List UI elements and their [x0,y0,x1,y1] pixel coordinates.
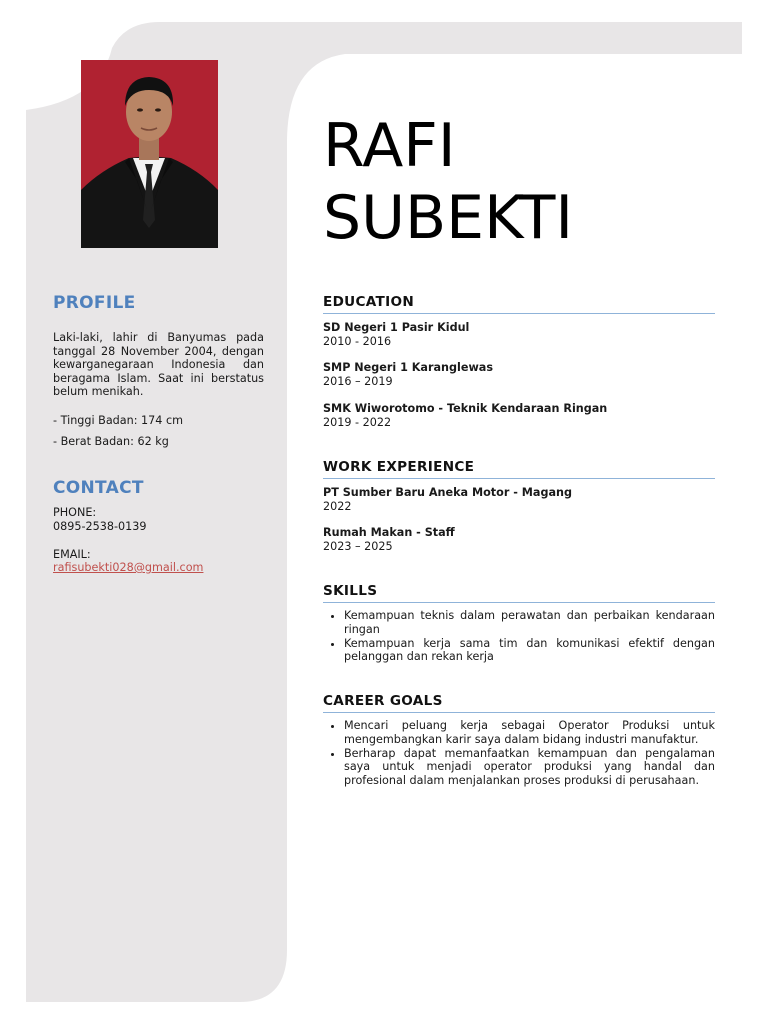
work-years: 2023 – 2025 [323,539,393,553]
phone-value: 0895-2538-0139 [53,520,147,533]
list-item: • Kemampuan kerja sama tim dan komunikasi efektif dengan pelanggan dan rekan kerja [344,637,715,665]
first-name: RAFI [323,111,456,181]
profile-heading: PROFILE [53,293,136,313]
career-heading: CAREER GOALS [323,693,715,713]
profile-photo [81,60,218,248]
education-years: 2019 - 2022 [323,415,392,429]
profile-text: Laki-laki, lahir di Banyumas pada tanggal 28 November 2004, dengan kewarganegaraan Indonesia dan beragama Islam. Saat ini berstatus belum menikah. [53,331,264,399]
portrait-icon [81,60,218,248]
candidate-name [323,110,573,254]
profile-height: - Tinggi Badan: 174 cm [53,414,184,427]
education-school: SD Negeri 1 Pasir Kidul [323,321,470,334]
education-item [323,321,715,349]
education-heading: EDUCATION [323,294,715,314]
profile-weight: - Berat Badan: 62 kg [53,435,169,448]
work-title: PT Sumber Baru Aneka Motor - Magang [323,486,572,499]
education-school: SMK Wiworotomo - Teknik Kendaraan Ringan [323,402,608,415]
email-link[interactable]: rafisubekti028@gmail.com [53,561,204,574]
skills-heading: SKILLS [323,583,715,603]
education-school: SMP Negeri 1 Karanglewas [323,361,493,374]
list-item: • Mencari peluang kerja sebagai Operator Produksi untuk mengembangkan karir saya dalam bidang industri manufaktur. [344,719,715,747]
career-list [323,719,715,788]
last-name: SUBEKTI [323,183,574,253]
work-title: Rumah Makan - Staff [323,526,455,539]
email-label: EMAIL: [53,548,91,561]
education-item [323,361,715,389]
education-years: 2016 – 2019 [323,374,393,388]
list-item: • Kemampuan teknis dalam perawatan dan perbaikan kendaraan ringan [344,609,715,637]
work-item [323,526,715,554]
education-years: 2010 - 2016 [323,334,392,348]
work-years: 2022 [323,499,352,513]
contact-heading: CONTACT [53,478,144,498]
phone-label: PHONE: [53,506,97,519]
work-heading: WORK EXPERIENCE [323,459,715,479]
work-item [323,486,715,514]
list-item: • Berharap dapat memanfaatkan kemampuan dan pengalaman saya untuk menjadi operator produksi yang handal dan profesional dalam menjalankan proses produksi di perusahaan. [344,747,715,788]
education-item [323,402,715,430]
skills-list [323,609,715,664]
